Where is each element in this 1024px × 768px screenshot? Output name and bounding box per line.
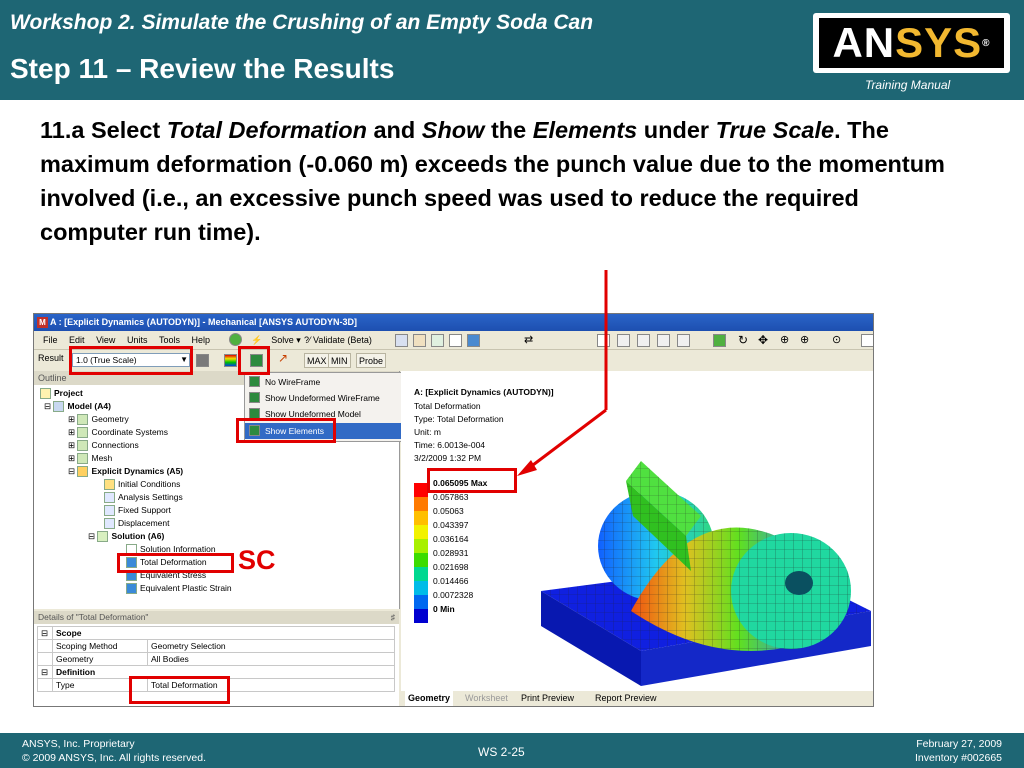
geometry-icon	[77, 414, 88, 425]
window-title: A : [Explicit Dynamics (AUTODYN)] - Mechanical [ANSYS AUTODYN-3D]	[50, 317, 358, 327]
tree-item-project[interactable]: Project	[40, 387, 83, 400]
highlight-show-elements-item	[236, 418, 336, 443]
zoom-icon[interactable]: ⊕	[780, 334, 790, 346]
annotation-tool-icon[interactable]	[449, 334, 462, 347]
legend-label: 0 Min	[433, 604, 455, 614]
toolbar-icon-2[interactable]	[413, 334, 426, 347]
instruction-rest: . The maximum deformation (-0.060 m) exceeds the punch value due to the momentum involved (i.e., an excessive punch speed was used to reduce the required computer run time).	[40, 117, 945, 245]
select-vertex-icon[interactable]	[657, 334, 670, 347]
menu-edit[interactable]: Edit	[69, 335, 85, 345]
legend-swatch	[414, 539, 428, 553]
legend-label: 0.043397	[433, 520, 469, 530]
menu-units[interactable]: Units	[126, 335, 148, 345]
details-section-scope: ⊟ Scope	[38, 627, 395, 640]
expand-icon: ⊞	[68, 427, 78, 437]
expand-icon: ⊞	[68, 440, 78, 450]
collapse-icon[interactable]: ⊟	[38, 666, 53, 679]
graphics-info-result: Total Deformation	[414, 401, 481, 411]
instruction-and: and	[366, 117, 422, 143]
instruction-true-scale: True Scale	[715, 117, 835, 143]
legend-swatch	[414, 609, 428, 623]
toolbar-icon-1[interactable]	[395, 334, 408, 347]
instruction-total-deformation: Total Deformation	[166, 117, 367, 143]
table-row: Geometry All Bodies	[38, 653, 395, 666]
tree-item-solution[interactable]: ⊟ Solution (A6)	[88, 531, 165, 541]
select-edge-icon[interactable]	[637, 334, 650, 347]
step-title: Step 11 – Review the Results	[10, 53, 395, 84]
graphics-info-unit: Unit: m	[414, 427, 441, 437]
collapse-icon: ⊟	[68, 466, 78, 476]
tree-item-geometry[interactable]: ⊞ Geometry	[68, 414, 129, 424]
instruction-under: under	[637, 117, 716, 143]
highlight-total-deformation	[117, 553, 234, 573]
legend-label: 0.036164	[433, 534, 469, 544]
initial-conditions-icon	[104, 479, 115, 490]
graphics-info-date: 3/2/2009 1:32 PM	[414, 453, 482, 463]
deformed-can-model	[541, 441, 871, 691]
legend-swatch	[414, 567, 428, 581]
tree-item-fixed-support[interactable]: Fixed Support	[104, 504, 171, 517]
graphics-info-title: A: [Explicit Dynamics (AUTODYN)]	[414, 387, 554, 397]
display-mode-icon[interactable]	[467, 334, 480, 347]
scoping-method-value[interactable]: Geometry Selection	[148, 640, 395, 653]
highlight-type-value	[129, 676, 230, 704]
table-row: Type Total Deformation	[38, 679, 395, 692]
model-icon	[53, 401, 64, 412]
tree-item-analysis-settings[interactable]: Analysis Settings	[104, 491, 183, 504]
details-title: Details of "Total Deformation" ♯	[34, 611, 399, 624]
rotate-icon[interactable]: ↻	[738, 333, 749, 347]
highlight-show-elements-button	[238, 346, 270, 375]
type-value[interactable]: Total Deformation	[148, 679, 395, 692]
tab-worksheet[interactable]: Worksheet	[465, 693, 508, 703]
result-display-icon[interactable]	[196, 354, 209, 367]
footer-company: ANSYS, Inc. Proprietary	[22, 738, 135, 750]
tab-print-preview[interactable]: Print Preview	[521, 693, 575, 703]
equivalent-plastic-strain-icon	[126, 583, 137, 594]
tree-item-solution-information[interactable]: Solution Information	[126, 543, 216, 556]
table-row: Scoping Method Geometry Selection	[38, 640, 395, 653]
solution-icon	[97, 531, 108, 542]
validate-button[interactable]: ?⁄ Validate (Beta)	[304, 335, 372, 345]
can-right-opening	[785, 571, 813, 595]
select-body-icon[interactable]	[677, 334, 690, 347]
fixed-support-icon	[104, 505, 115, 516]
no-wireframe-icon	[249, 376, 260, 387]
min-label-button[interactable]: MIN	[328, 353, 351, 368]
collapse-icon: ⊟	[44, 401, 54, 411]
legend-swatch	[414, 483, 428, 497]
collapse-icon: ⊟	[88, 531, 98, 541]
menu-item-show-undeformed-wireframe[interactable]: Show Undeformed WireFrame	[245, 390, 409, 406]
coordinate-systems-icon	[77, 427, 88, 438]
tree-item-equivalent-plastic-strain[interactable]: Equivalent Plastic Strain	[126, 582, 232, 595]
legend-swatch	[414, 581, 428, 595]
graphics-info-time: Time: 6.0013e-004	[414, 440, 486, 450]
undeformed-wireframe-icon	[249, 392, 260, 403]
tree-item-model[interactable]: ⊟ Model (A4)	[44, 401, 111, 411]
tree-item-coordinate-systems[interactable]: ⊞ Coordinate Systems	[68, 427, 169, 437]
geometry-value[interactable]: All Bodies	[148, 653, 395, 666]
tree-item-connections[interactable]: ⊞ Connections	[68, 440, 139, 450]
legend-label: 0.028931	[433, 548, 469, 558]
contour-legend	[414, 478, 514, 623]
graphics-info-type: Type: Total Deformation	[414, 414, 504, 424]
toolbar-icon-3[interactable]	[431, 334, 444, 347]
ansys-logo	[813, 13, 1010, 73]
graphics-tabs	[401, 691, 873, 706]
highlight-max-value	[427, 468, 517, 493]
sc-annotation: SC	[238, 545, 276, 575]
menu-help[interactable]: Help	[191, 335, 211, 345]
tree-item-total-deformation[interactable]: Total Deformation	[126, 556, 207, 569]
tab-geometry[interactable]: Geometry	[405, 691, 453, 706]
view-cube-icon[interactable]	[713, 334, 726, 347]
tree-item-mesh[interactable]: ⊞ Mesh	[68, 453, 113, 463]
footer-copyright: © 2009 ANSYS, Inc. All rights reserved.	[22, 752, 206, 764]
graphics-window[interactable]	[401, 371, 873, 691]
vector-icon[interactable]: ↗	[278, 351, 289, 365]
explicit-dynamics-icon	[77, 466, 88, 477]
training-manual-label: Training Manual	[865, 78, 951, 92]
connections-icon	[77, 440, 88, 451]
legend-label: 0.057863	[433, 492, 469, 502]
check-icon[interactable]	[229, 333, 242, 346]
menu-file[interactable]: File	[43, 335, 58, 345]
contour-icon[interactable]	[224, 354, 237, 367]
tab-report-preview[interactable]: Report Preview	[595, 693, 657, 703]
footer-page: WS 2-25	[478, 745, 525, 759]
legend-label: 0.021698	[433, 562, 469, 572]
menu-view[interactable]: View	[96, 335, 116, 345]
expand-icon: ⊞	[68, 453, 78, 463]
menu-item-show-elements[interactable]: Show Elements	[245, 423, 409, 439]
instruction-text	[40, 113, 960, 249]
details-section-definition: ⊟ Definition	[38, 666, 395, 679]
instruction-prefix: 11.a Select	[40, 117, 167, 143]
logo-text-sys: SYS	[895, 19, 983, 66]
slide-header	[0, 0, 1024, 100]
select-face-icon[interactable]	[617, 334, 630, 347]
menu-item-no-wireframe[interactable]: No WireFrame	[245, 374, 409, 390]
collapse-icon[interactable]: ⊟	[38, 627, 53, 640]
legend-swatch	[414, 595, 428, 609]
legend-label: 0.014466	[433, 576, 469, 586]
result-label: Result	[38, 353, 64, 363]
tree-item-explicit-dynamics[interactable]: ⊟ Explicit Dynamics (A5)	[68, 466, 184, 476]
zoom-box-icon[interactable]: ⊕	[800, 334, 810, 346]
mechanical-app-icon: M	[37, 317, 48, 328]
legend-swatch	[414, 511, 428, 525]
legend-label: 0.05063	[433, 506, 464, 516]
instruction-show: Show	[421, 117, 485, 143]
lightning-icon: ⚡	[251, 335, 263, 345]
tree-item-displacement[interactable]: Displacement	[104, 517, 170, 530]
menu-tools[interactable]: Tools	[158, 335, 180, 345]
project-icon	[40, 388, 51, 399]
magnifier-window-icon[interactable]	[861, 334, 874, 347]
window-titlebar	[34, 314, 873, 331]
selection-tool-icon[interactable]: ⇄	[524, 334, 534, 346]
max-label-button[interactable]: MAX	[304, 353, 330, 368]
instruction-the: the	[484, 117, 533, 143]
arrow-to-max	[515, 265, 615, 477]
instruction-elements: Elements	[532, 117, 638, 143]
highlight-true-scale	[69, 346, 193, 375]
workshop-title: Workshop 2. Simulate the Crushing of an Empty Soda Can	[10, 11, 594, 34]
slide-footer	[0, 733, 1024, 768]
legend-label: 0.065095 Max	[433, 478, 488, 488]
legend-swatch	[414, 553, 428, 567]
analysis-settings-icon	[104, 492, 115, 503]
logo-text-an: AN	[832, 19, 896, 66]
legend-swatch	[414, 525, 428, 539]
menu-item-show-undeformed-model[interactable]: Show Undeformed Model	[245, 406, 409, 422]
registered-mark: ®	[982, 37, 991, 49]
legend-swatch	[414, 497, 428, 511]
displacement-icon	[104, 518, 115, 529]
tree-item-equivalent-stress[interactable]: Equivalent Stress	[126, 569, 206, 582]
chevron-down-icon: ▼	[180, 355, 188, 364]
zoom-fit-icon[interactable]: ⊙	[832, 334, 842, 346]
probe-button[interactable]: Probe	[356, 353, 386, 368]
result-scale-value: 1.0 (True Scale)	[76, 355, 137, 365]
outline-title: Outline	[34, 371, 399, 385]
footer-date: February 27, 2009	[916, 738, 1002, 750]
expand-icon: ⊞	[68, 414, 78, 424]
footer-inventory: Inventory #002665	[915, 752, 1002, 764]
mesh-icon	[77, 453, 88, 464]
pan-icon[interactable]: ✥	[758, 333, 769, 347]
pin-icon[interactable]: ♯	[390, 612, 395, 622]
legend-label: 0.0072328	[433, 590, 474, 600]
solve-button[interactable]: ⚡ Solve ▾	[251, 335, 301, 345]
tree-item-initial-conditions[interactable]: Initial Conditions	[104, 478, 180, 491]
